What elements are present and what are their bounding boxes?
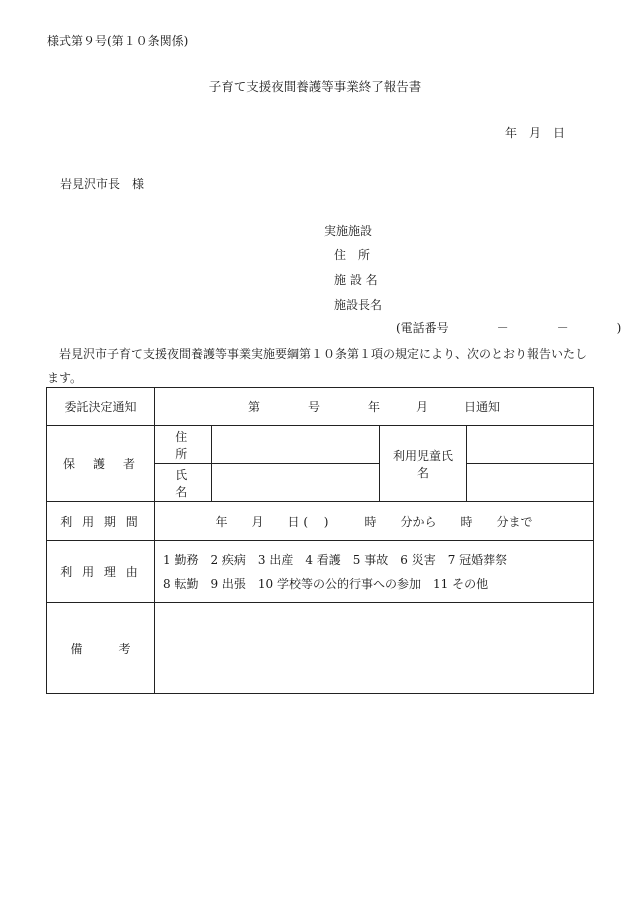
facility-heading: 実施施設: [324, 224, 373, 238]
guardian-row-address: [47, 426, 594, 464]
period-label: 利 用 期 間: [47, 502, 155, 541]
facility-name-label: 施 設 名: [334, 273, 378, 287]
commission-value: 第 号 年 月 日通知: [155, 388, 594, 426]
child-name-field-1[interactable]: [467, 426, 594, 464]
guardian-name-label: 氏 名: [155, 464, 212, 502]
guardian-address-field[interactable]: [212, 426, 380, 464]
reason-label: 利 用 理 由: [47, 541, 155, 603]
addressee: 岩見沢市長 様: [60, 177, 145, 191]
reason-options-line-1: 1 勤務 2 疾病 3 出産 4 看護 5 事故 6 災害 7 冠婚葬祭: [163, 552, 508, 567]
report-table: [46, 387, 594, 694]
guardian-label: 保 護 者: [47, 426, 155, 502]
date-line: 年 月 日: [505, 126, 566, 140]
commission-row: [47, 388, 594, 426]
period-row: [47, 502, 594, 541]
guardian-name-field[interactable]: [212, 464, 380, 502]
guardian-address-label: 住 所: [155, 426, 212, 464]
facility-address-label: 住 所: [334, 248, 371, 262]
body-text: 岩見沢市子育て支援夜間養護等事業実施要綱第１０条第１項の規定により、次のとおり報告いたします。: [47, 347, 588, 385]
child-name-field-2[interactable]: [467, 464, 594, 502]
form-number: 様式第９号(第１０条関係): [47, 34, 189, 48]
document-title: 子育て支援夜間養護等事業終了報告書: [208, 79, 422, 94]
child-name-label: 利用児童氏名: [380, 426, 467, 502]
commission-label: 委託決定通知: [47, 388, 155, 426]
facility-phone-line: (電話番号 － － ): [396, 321, 622, 335]
remarks-field[interactable]: [155, 603, 594, 694]
facility-head-label: 施設長名: [334, 298, 383, 312]
remarks-label: 備 考: [47, 603, 155, 694]
reason-options: [155, 541, 594, 603]
period-value: 年 月 日 ( ) 時 分から 時 分まで: [155, 502, 594, 541]
reason-row: [47, 541, 594, 603]
remarks-row: [47, 603, 594, 694]
reason-options-line-2: 8 転勤 9 出張 10 学校等の公的行事への参加 11 その他: [163, 576, 489, 591]
